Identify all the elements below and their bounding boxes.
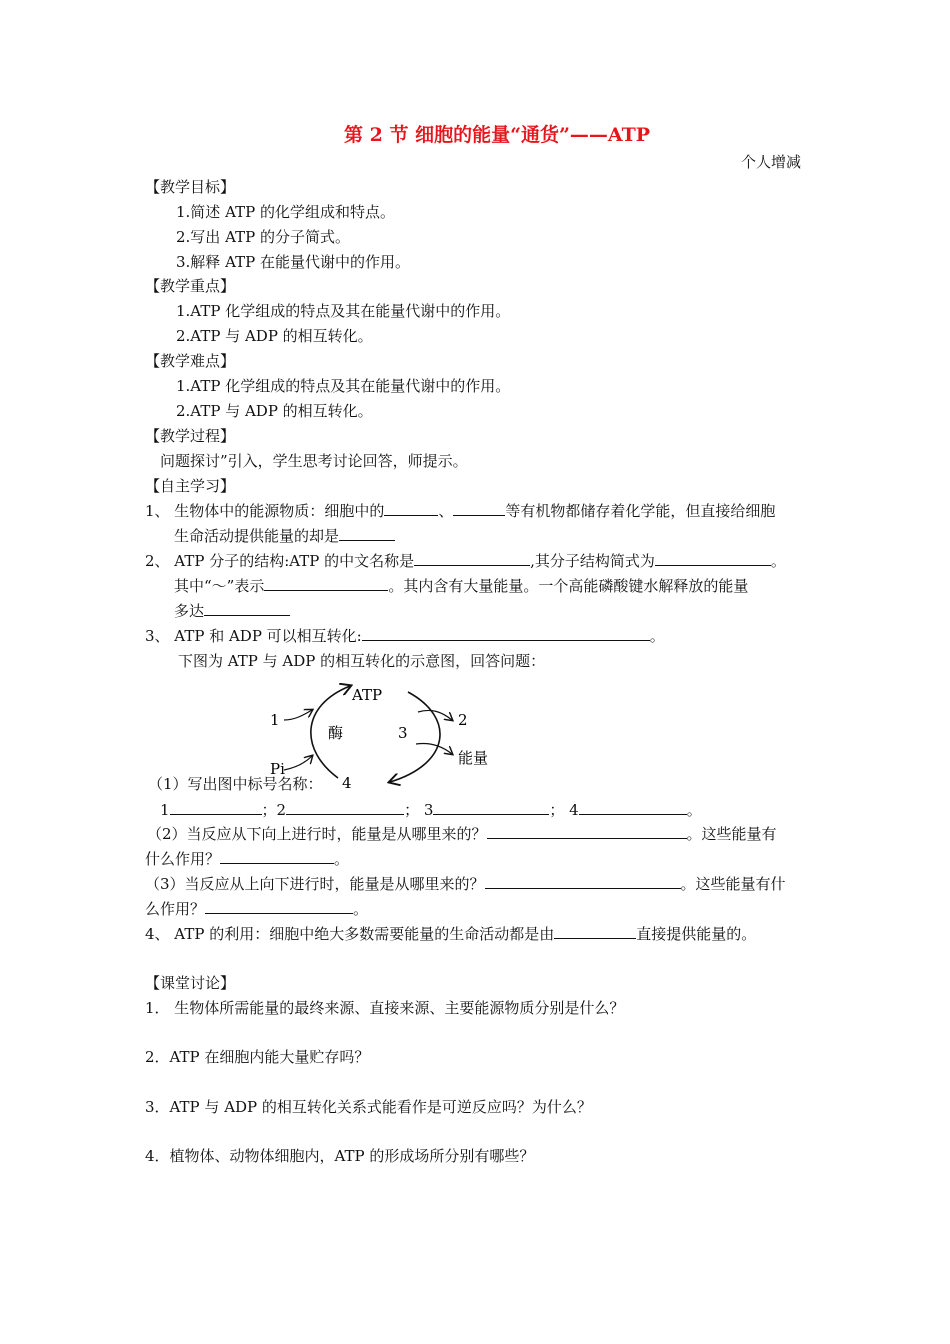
note-text: 个人增减	[741, 153, 802, 171]
question-1-cont: 生命活动提供能量的却是	[174, 526, 395, 546]
self-study-heading: 【自主学习】	[145, 477, 236, 495]
enzyme-label: 酶	[328, 724, 344, 742]
goal-item: 3.解释 ATP 在能量代谢中的作用。	[176, 253, 410, 271]
blank	[205, 899, 353, 914]
blank	[384, 501, 438, 516]
blank	[170, 800, 262, 815]
blank	[414, 551, 530, 566]
input-arrow-1	[284, 710, 312, 720]
label-3: 3	[398, 724, 408, 742]
label-1: 1	[270, 711, 280, 729]
key-points-heading: 【教学重点】	[145, 277, 236, 295]
difficulty-item: 2.ATP 与 ADP 的相互转化。	[176, 402, 373, 420]
blank	[554, 924, 636, 939]
question-2-cont: 其中“～”表示 。其内含有大量能量。一个高能磷酸键水解释放的能量	[174, 577, 749, 595]
question-1: 1、 生物体中的能源物质：细胞中的 、 等有机物都储存着化学能，但直接给细胞	[145, 502, 776, 520]
blank	[485, 874, 681, 889]
blank	[362, 626, 650, 641]
blank	[487, 824, 687, 839]
discussion-heading: 【课堂讨论】	[145, 974, 236, 992]
difficulties-heading: 【教学难点】	[145, 352, 236, 370]
input-arrow-pi	[284, 756, 312, 770]
blank	[264, 576, 388, 591]
question-4: 4、 ATP 的利用：细胞中绝大多数需要能量的生命活动都是由 直接提供能量的。	[145, 925, 757, 943]
sub-question-1-blanks: 1 ；2 ； 3 ； 4 。	[160, 801, 702, 819]
process-text: 问题探讨”引入，学生思考讨论回答，师提示。	[160, 452, 468, 470]
sub-question-1: （1）写出图中标号名称：	[148, 775, 323, 793]
page-title: 第 2 节 细胞的能量“通货”——ATP	[344, 124, 651, 146]
blank	[220, 849, 334, 864]
question-3: 3、 ATP 和 ADP 可以相互转化: 。	[145, 627, 665, 645]
discussion-item: 4．植物体、动物体细胞内，ATP 的形成场所分别有哪些？	[145, 1147, 535, 1165]
label-4: 4	[342, 774, 352, 792]
goal-item: 2.写出 ATP 的分子简式。	[176, 228, 350, 246]
difficulty-item: 1.ATP 化学组成的特点及其在能量代谢中的作用。	[176, 377, 511, 395]
sub-question-3-cont: 么作用？ 。	[145, 900, 369, 918]
process-heading: 【教学过程】	[145, 427, 236, 445]
sub-question-2-cont: 什么作用？ 。	[145, 850, 350, 868]
key-point-item: 1.ATP 化学组成的特点及其在能量代谢中的作用。	[176, 302, 511, 320]
question-2-cont2: 多达	[174, 601, 290, 621]
sub-question-2: （2）当反应从下向上进行时，能量是从哪里来的？ 。这些能量有	[147, 825, 777, 843]
discussion-item: 1． 生物体所需能量的最终来源、直接来源、主要能源物质分别是什么？	[145, 999, 625, 1017]
blank	[453, 501, 505, 516]
blank	[339, 526, 395, 541]
diagram-intro: 下图为 ATP 与 ADP 的相互转化的示意图，回答问题：	[178, 652, 546, 670]
blank	[204, 601, 290, 616]
blank	[579, 800, 687, 815]
label-2: 2	[458, 711, 468, 729]
sub-question-3: （3）当反应从上向下进行时，能量是从哪里来的？ 。这些能量有什	[145, 875, 786, 893]
goal-item: 1.简述 ATP 的化学组成和特点。	[176, 203, 395, 221]
blank	[433, 800, 549, 815]
goals-heading: 【教学目标】	[145, 178, 236, 196]
energy-label: 能量	[458, 749, 489, 767]
key-point-item: 2.ATP 与 ADP 的相互转化。	[176, 327, 373, 345]
question-2: 2、 ATP 分子的结构:ATP 的中文名称是 ,其分子结构简式为 。	[145, 552, 786, 570]
atp-label: ATP	[352, 686, 383, 704]
pi-label: Pi	[270, 760, 285, 778]
discussion-item: 3．ATP 与 ADP 的相互转化关系式能看作是可逆反应吗？为什么？	[145, 1098, 592, 1116]
blank	[286, 800, 404, 815]
discussion-item: 2．ATP 在细胞内能大量贮存吗？	[145, 1048, 370, 1066]
blank	[655, 551, 771, 566]
